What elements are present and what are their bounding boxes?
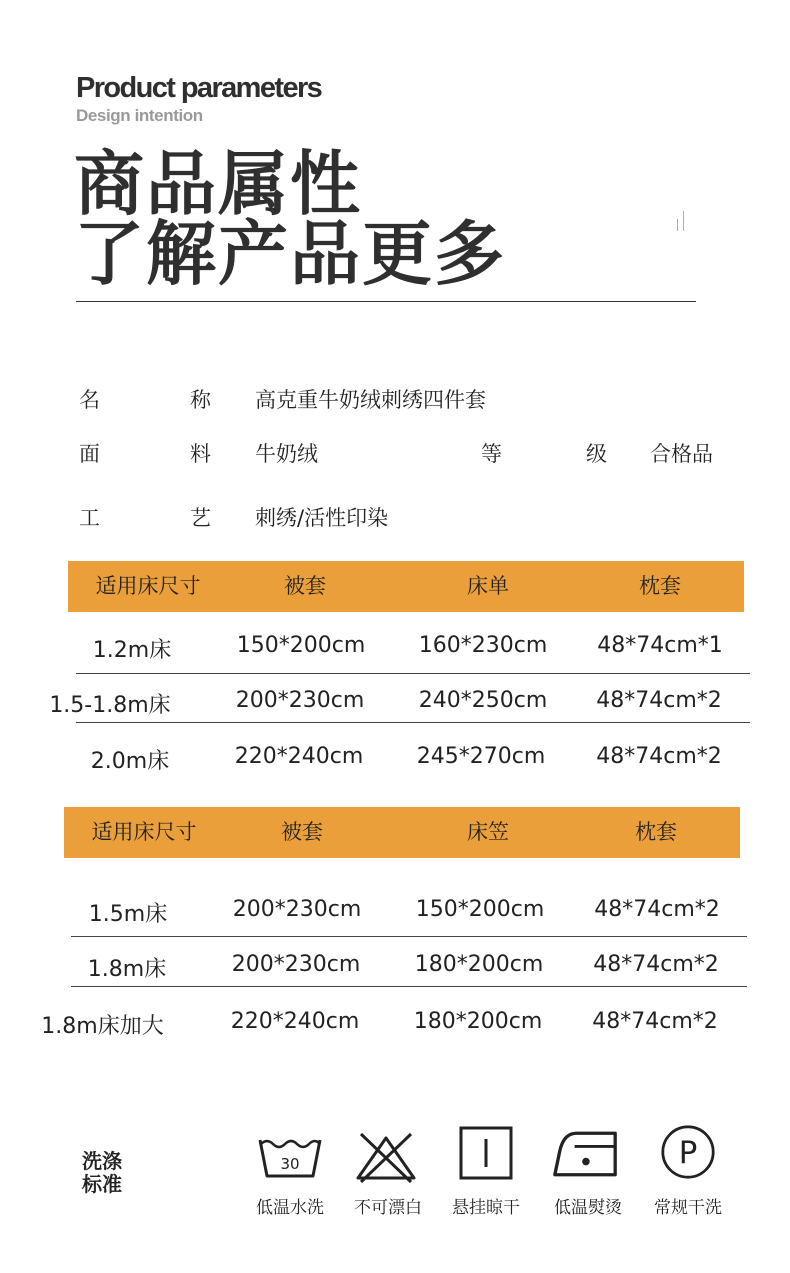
table1-header-pillowcase: 枕套 xyxy=(639,574,681,598)
table2-cell: 200*230cm xyxy=(231,952,361,977)
table1-cell: 150*200cm xyxy=(236,633,366,658)
table2-cell: 1.8m床加大 xyxy=(41,1014,164,1039)
name-label-1: 名 xyxy=(79,388,100,412)
table1-cell: 1.5-1.8m床 xyxy=(49,693,171,718)
low-iron-icon xyxy=(552,1126,618,1182)
table2-cell: 220*240cm xyxy=(230,1009,360,1034)
table1-cell: 48*74cm*2 xyxy=(596,744,722,769)
craft-value: 刺绣/活性印染 xyxy=(255,506,389,530)
fabric-value: 牛奶绒 xyxy=(255,442,318,466)
header-divider xyxy=(76,301,696,302)
table2-row-divider xyxy=(71,936,747,937)
care-label-no-bleach: 不可漂白 xyxy=(354,1198,422,1218)
table1-cell: 160*230cm xyxy=(418,633,548,658)
care-label-low-iron: 低温熨烫 xyxy=(554,1198,622,1218)
table2-header-fitted-sheet: 床笠 xyxy=(467,820,509,844)
table2-header-duvet: 被套 xyxy=(281,820,323,844)
fabric-label-1: 面 xyxy=(79,442,100,466)
care-label-dry-clean: 常规干洗 xyxy=(654,1198,722,1218)
chinese-title-line2: 了解产品更多 xyxy=(74,213,506,295)
chinese-title-line1: 商品属性 xyxy=(74,143,362,225)
product-name-value: 高克重牛奶绒刺绣四件套 xyxy=(255,388,486,412)
craft-label-2: 艺 xyxy=(190,506,211,530)
grade-label-1: 等 xyxy=(481,442,502,466)
table1-cell: 1.2m床 xyxy=(92,638,172,663)
table1-header-size: 适用床尺寸 xyxy=(95,574,201,598)
svg-text:P: P xyxy=(678,1135,698,1172)
grade-label-2: 级 xyxy=(586,442,607,466)
table2-cell: 48*74cm*2 xyxy=(594,897,720,922)
fabric-label-2: 料 xyxy=(190,442,211,466)
table2-header-pillowcase: 枕套 xyxy=(635,820,677,844)
table1-row-divider xyxy=(76,673,750,674)
dry-clean-p-icon xyxy=(655,1124,721,1180)
table1-cell: 240*250cm xyxy=(418,688,548,713)
wash-30-icon xyxy=(257,1132,323,1188)
wash-temp-label: 30 xyxy=(280,1155,300,1173)
table1-cell: 48*74cm*1 xyxy=(597,633,723,658)
name-label-2: 称 xyxy=(190,388,211,412)
decor-tick-short xyxy=(677,219,678,231)
table1-row-divider xyxy=(76,722,750,723)
grade-value: 合格品 xyxy=(650,442,713,466)
table2-cell: 48*74cm*2 xyxy=(592,1009,718,1034)
table1-header-sheet: 床单 xyxy=(467,574,509,598)
table2-header-size: 适用床尺寸 xyxy=(91,820,197,844)
table2-cell: 1.5m床 xyxy=(88,902,168,927)
table2-cell: 180*200cm xyxy=(414,952,544,977)
table2-row-divider xyxy=(71,986,747,987)
english-title: Product parameters xyxy=(76,72,322,104)
table1-cell: 220*240cm xyxy=(234,744,364,769)
line-dry-icon xyxy=(453,1126,519,1182)
table2-cell: 150*200cm xyxy=(415,897,545,922)
craft-label-1: 工 xyxy=(79,506,100,530)
care-title: 洗涤标准 xyxy=(82,1149,122,1196)
decor-tick-long xyxy=(683,211,684,231)
care-label-low-temp-wash: 低温水洗 xyxy=(256,1198,324,1218)
table2-cell: 48*74cm*2 xyxy=(593,952,719,977)
table1-header-duvet: 被套 xyxy=(284,574,326,598)
table1-cell: 48*74cm*2 xyxy=(596,688,722,713)
no-bleach-icon xyxy=(353,1130,419,1186)
english-subtitle: Design intention xyxy=(76,106,203,125)
table2-cell: 180*200cm xyxy=(413,1009,543,1034)
table1-cell: 200*230cm xyxy=(235,688,365,713)
table2-cell: 200*230cm xyxy=(232,897,362,922)
table1-cell: 2.0m床 xyxy=(90,749,170,774)
table2-cell: 1.8m床 xyxy=(87,957,167,982)
table1-cell: 245*270cm xyxy=(416,744,546,769)
care-label-line-dry: 悬挂晾干 xyxy=(452,1198,520,1218)
